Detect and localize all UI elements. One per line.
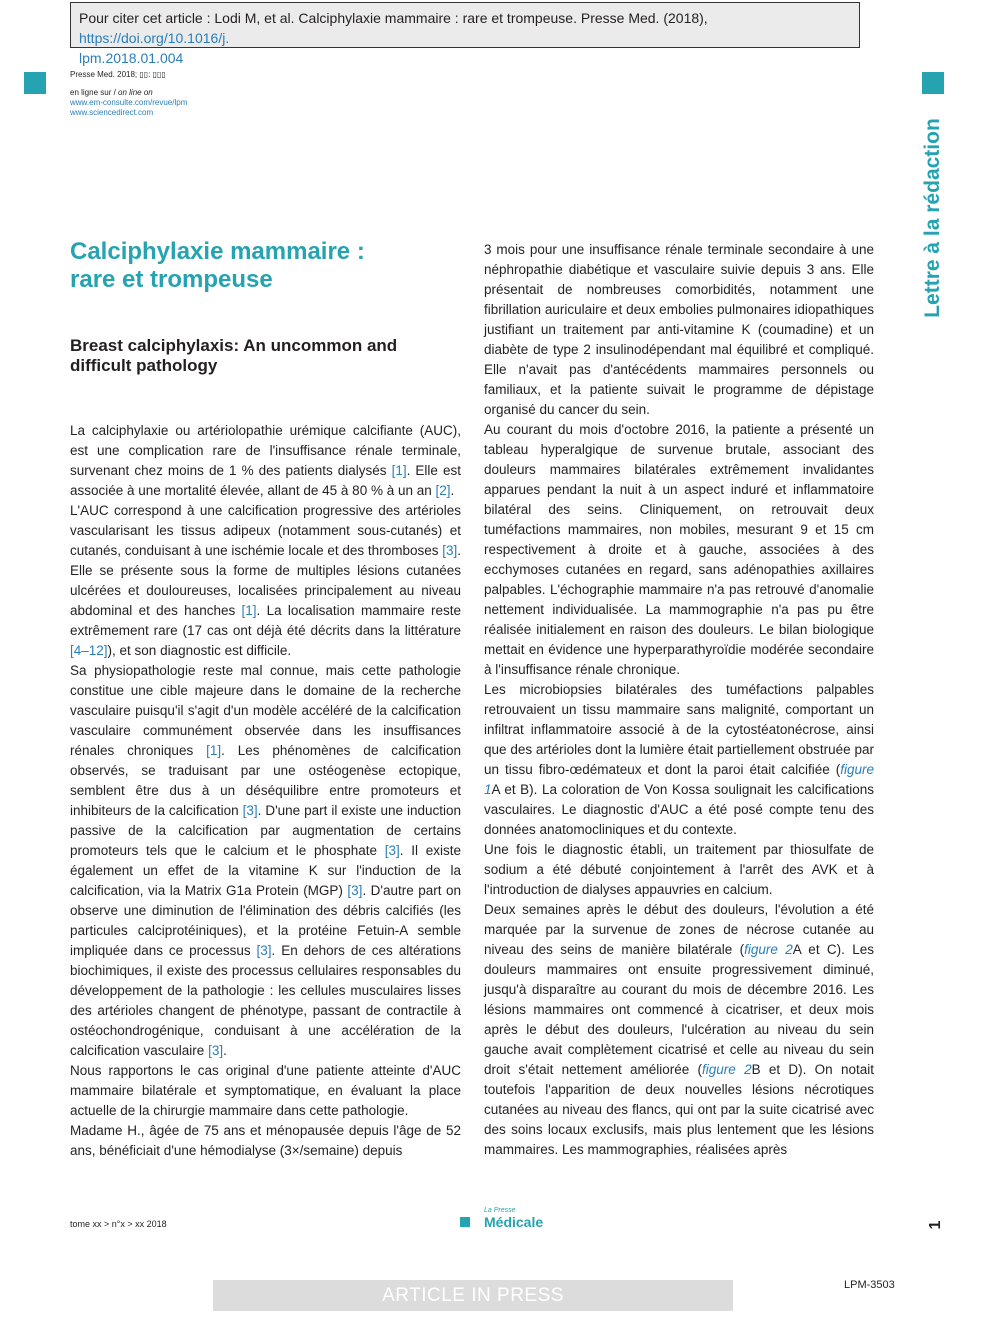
paragraph: 3 mois pour une insuffisance rénale terminale secondaire à une néphropathie diabétique et vasculaire suivie depuis 3 ans. Elle présentait de nombreuses comorbidités, notamment une fibrillation auriculaire et deux embolies pulmonaires idiopathiques justifiant un traitement par anti-vitamine K (coumadine) et un diabète de type 2 insulinodépendant mal équilibré et compliqué. Elle n'avait pas d'antécédents mammaires personnels ou familiaux, et la patiente suivait le programme de dépistage organisé du cancer du sein. — [484, 242, 874, 417]
accent-square-left — [24, 72, 46, 94]
reference-link[interactable]: [3] — [256, 943, 272, 958]
reference-link[interactable]: [1] — [391, 463, 407, 478]
section-label — [915, 118, 951, 318]
paragraph: Une fois le diagnostic établi, un traitement par thiosulfate de sodium a été débuté conjointement à l'arrêt des AVK et à l'introduction de dialyses appauvries en calcium. — [484, 842, 874, 897]
paragraph: L'AUC correspond à une calcification progressive des artérioles vascularisant les tissus adipeux (notamment sous-cutanés) et cutanés, conduisant à une ischémie locale et des thromboses [3]. Elle se présente sous la forme de multiples lésions cutanées ulcérées et douloureuses, localisées principalement au niveau abdominal et des hanches [1]. La localisation mammaire reste extrêmement rare (17 cas ont déjà été décrits dans la littérature [4–12]), et son diagnostic est difficile. — [70, 503, 462, 658]
reference-link[interactable]: [3] — [384, 843, 400, 858]
paragraph: Sa physiopathologie reste mal connue, mais cette pathologie constitue une cible majeure dans le domaine de la recherche vasculaire puisqu'il s'agit d'un modèle accéléré de la calcification vasculaire communément observée dans les insuffisances rénales chroniques [1]. Les phénomènes de calcification observés, se traduisant par une ostéogenèse ectopique, semblent être dus à un déséquilibre entre promoteurs et inhibiteurs de la calcification [3]. D'une part il existe une induction passive de la calcification par augmentation de certains promoteurs tels que le calcium et le phosphate [3]. Il existe également un effet de la vitamine K sur l'induction de la calcification, via la Matrix G1a Protein (MGP) [3]. D'autre part on observe une diminution de l'élimination des débris calcifiés (les particules calciprotéiniques), et la protéine Fetuin-A semble impliquée dans ce processus [3]. En dehors de ces altérations biochimiques, il existe des processus cellulaires responsables du développement de la pathologie : les cellules musculaires lisses des artérioles changent de phénotype, passant de contractile à ostéochondrogénique, conduisant à une accélération de la calcification vasculaire [3]. — [70, 663, 461, 1058]
article-title: Calciphylaxie mammaire : rare et trompeuse — [70, 238, 365, 293]
logo-small-text: La Presse — [484, 1207, 516, 1214]
reference-link[interactable]: [3] — [347, 883, 363, 898]
sciencedirect-link[interactable]: www.sciencedirect.com — [70, 108, 154, 117]
reference-link[interactable]: [1] — [241, 603, 257, 618]
journal-logo — [460, 1207, 570, 1233]
figure-link[interactable]: figure 2 — [702, 1062, 752, 1077]
doi-link-part1[interactable]: https://doi.org/10.1016/j. — [79, 30, 230, 46]
reference-link[interactable]: [2] — [435, 483, 451, 498]
section-label-text: Lettre à la rédaction — [921, 118, 944, 318]
article-subtitle: Breast calciphylaxis: An uncommon and difficult pathology — [70, 336, 398, 375]
figure-link[interactable]: figure 2 — [744, 942, 793, 957]
citation-box — [70, 2, 860, 66]
left-column — [70, 421, 461, 1161]
em-consulte-link[interactable]: www.em-consulte.com/revue/lpm — [70, 98, 188, 107]
paragraph: Au courant du mois d'octobre 2016, la patiente a présenté un tableau hyperalgique de survenue brutale, associant des douleurs mammaires bilatérales extrêmement invalidantes apparues pendant la nuit à un aspect induré et inflammatoire bilatéral des seins. Cliniquement, on retrouvait deux tuméfactions mammaires, non mobiles, mesurant 9 et 15 cm respectivement à droite et à gauche, associées à des ecchymoses cutanées en regard, sans adénopathies axillaires palpables. L'échographie mammaire n'a pas retrouvé d'anomalie nettement individualisée. La mammographie n'a pas pu être réalisée initialement en raison des douleurs. Le bilan biologique mettait en évidence une hyperparathyroïdie modérée secondaire à l'insuffisance rénale chronique. — [484, 422, 874, 677]
journal-line: Presse Med. 2018; ▯▯: ▯▯▯ — [70, 70, 166, 79]
reference-link[interactable]: [3] — [242, 803, 258, 818]
reference-link[interactable]: [1] — [206, 743, 222, 758]
paragraph: La calciphylaxie ou artériolopathie urémique calcifiante (AUC), est une complication rare de l'insuffisance rénale terminale, survenant chez moins de 1 % des patients dialysés [1]. Elle est associée à une mortalité élevée, allant de 45 à 80 % à un an [2]. — [70, 423, 461, 498]
online-italic: on line on — [118, 88, 153, 97]
article-in-press-banner: ARTICLE IN PRESS — [213, 1280, 733, 1311]
paragraph: Deux semaines après le début des douleurs, l'évolution a été marquée par la survenue de zones de nécrose cutanée au niveau des seins de manière bilatérale (figure 2A et C). Les douleurs mammaires ont ensuite progressivement diminué, jusqu'à disparaître au courant du mois de décembre 2016. Les lésions mammaires ont commencé à cicatriser, et deux mois après le début des douleurs, l'ulcération au niveau du sein gauche avait complètement cicatrisé et celle au niveau du sein droit s'était nettement améliorée (figure 2B et D). On notait toutefois l'apparition de deux nouvelles lésions nécrotiques cutanées au niveau des flancs, qui ont par la suite cicatrisé avec des soins locaux exclusifs, mais plus lentement que les lésions mammaires. Les mammographies, réalisées après — [484, 902, 874, 1157]
accent-square-right — [922, 72, 944, 94]
paragraph: Nous rapportons le cas original d'une patiente atteinte d'AUC mammaire bilatérale et symptomatique, en évaluant la place actuelle de la chirurgie mammaire dans cette pathologie. — [70, 1063, 461, 1118]
reference-link[interactable]: [3] — [442, 543, 458, 558]
citation-text: Pour citer cet article : Lodi M, et al. Calciphylaxie mammaire : rare et trompeuse. Presse Med. (2018), — [79, 10, 708, 26]
figure-link[interactable]: figure 1 — [484, 762, 874, 797]
doi-link-part2[interactable]: lpm.2018.01.004 — [79, 50, 184, 66]
reference-link[interactable]: [4–12] — [70, 643, 108, 658]
article-id: LPM-3503 — [844, 1279, 895, 1291]
right-column — [484, 240, 874, 1160]
journal-meta — [70, 70, 187, 118]
reference-link[interactable]: [3] — [208, 1043, 224, 1058]
paragraph: Les microbiopsies bilatérales des tuméfactions palpables retrouvaient un tissu mammaire sans malignité, comportant un infiltrat inflammatoire associé à de la cytostéatonécrose, ainsi que des artérioles dont la lumière était partiellement obstruée par un tissu fibro-œdémateux et dont la paroi était calcifiée (figure 1A et B). La coloration de Von Kossa soulignait les calcifications vasculaires. Le diagnostic d'AUC a été posé compte tenu des données anatomocliniques et du contexte. — [484, 682, 874, 837]
online-prefix: en ligne sur / — [70, 88, 119, 97]
logo-square-icon — [460, 1217, 470, 1227]
issue-info: tome xx > n°x > xx 2018 — [70, 1219, 167, 1229]
paragraph: Madame H., âgée de 75 ans et ménopausée depuis l'âge de 52 ans, bénéficiait d'une hémodialyse (3×/semaine) depuis — [70, 1123, 461, 1158]
logo-main-text: Médicale — [484, 1214, 544, 1230]
page-number: 1 — [927, 1220, 944, 1230]
